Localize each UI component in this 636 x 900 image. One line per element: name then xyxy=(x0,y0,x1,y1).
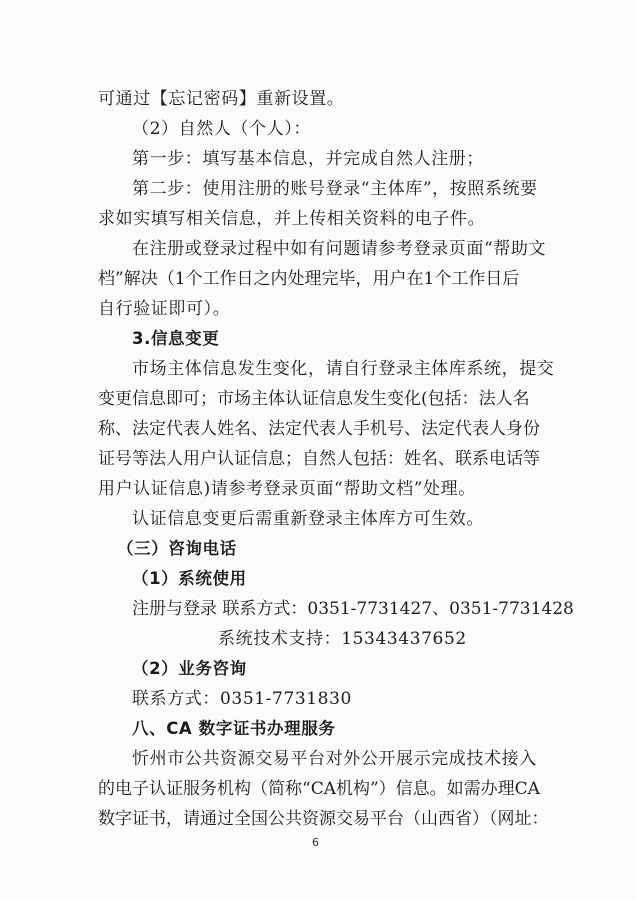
text-line-10: 市场主体信息发生变化，请自行登录主体库系统，提交 xyxy=(132,359,555,379)
text-line-19: 系统技术支持：15343437652 xyxy=(218,629,467,649)
text-line-11: 变更信息即可；市场主体认证信息发生变化(包括：法人名 xyxy=(98,389,530,409)
text-line-15: 认证信息变更后需重新登录主体库方可生效。 xyxy=(132,509,484,529)
text-line-23: 忻州市公共资源交易平台对外公开展示完成技术接入 xyxy=(132,749,537,769)
text-line-12: 称、法定代表人姓名、法定代表人手机号、法定代表人身份 xyxy=(98,419,540,439)
heading-system-use: （1）系统使用 xyxy=(132,569,247,588)
heading-consult-phone: （三）咨询电话 xyxy=(117,539,237,558)
text-line-18: 注册与登录 联系方式：0351-7731427、0351-7731428 xyxy=(132,599,574,619)
text-line-21: 联系方式：0351-7731830 xyxy=(132,689,352,709)
text-line-24: 的电子认证服务机构（简称“CA机构”）信息。如需办理CA xyxy=(98,779,540,799)
heading-business-consult: （2）业务咨询 xyxy=(132,659,247,678)
text-line-3: 第一步：填写基本信息，并完成自然人注册； xyxy=(132,149,484,169)
text-line-13: 证号等法人用户认证信息；自然人包括：姓名、联系电话等 xyxy=(98,449,540,469)
text-line-7: 档”解决（1个工作日之内处理完毕，用户在1个工作日后 xyxy=(98,269,520,289)
heading-info-change: 3.信息变更 xyxy=(132,329,220,348)
page-number: 6 xyxy=(312,836,319,849)
text-line-2: （2）自然人（个人）： xyxy=(132,119,311,139)
text-line-5: 求如实填写相关信息，并上传相关资料的电子件。 xyxy=(98,209,486,229)
text-line-25: 数字证书，请通过全国公共资源交易平台（山西省）（网址： xyxy=(98,809,549,829)
heading-ca-certificate: 八、CA 数字证书办理服务 xyxy=(132,719,336,738)
text-line-1: 可通过【忘记密码】重新设置。 xyxy=(98,89,345,109)
text-line-14: 用户认证信息)请参考登录页面“帮助文档”处理。 xyxy=(98,479,476,499)
text-line-6: 在注册或登录过程中如有问题请参考登录页面“帮助文 xyxy=(132,239,547,259)
text-line-4: 第二步：使用注册的账号登录“主体库”，按照系统要 xyxy=(132,179,538,199)
text-line-8: 自行验证即可）。 xyxy=(98,299,231,319)
